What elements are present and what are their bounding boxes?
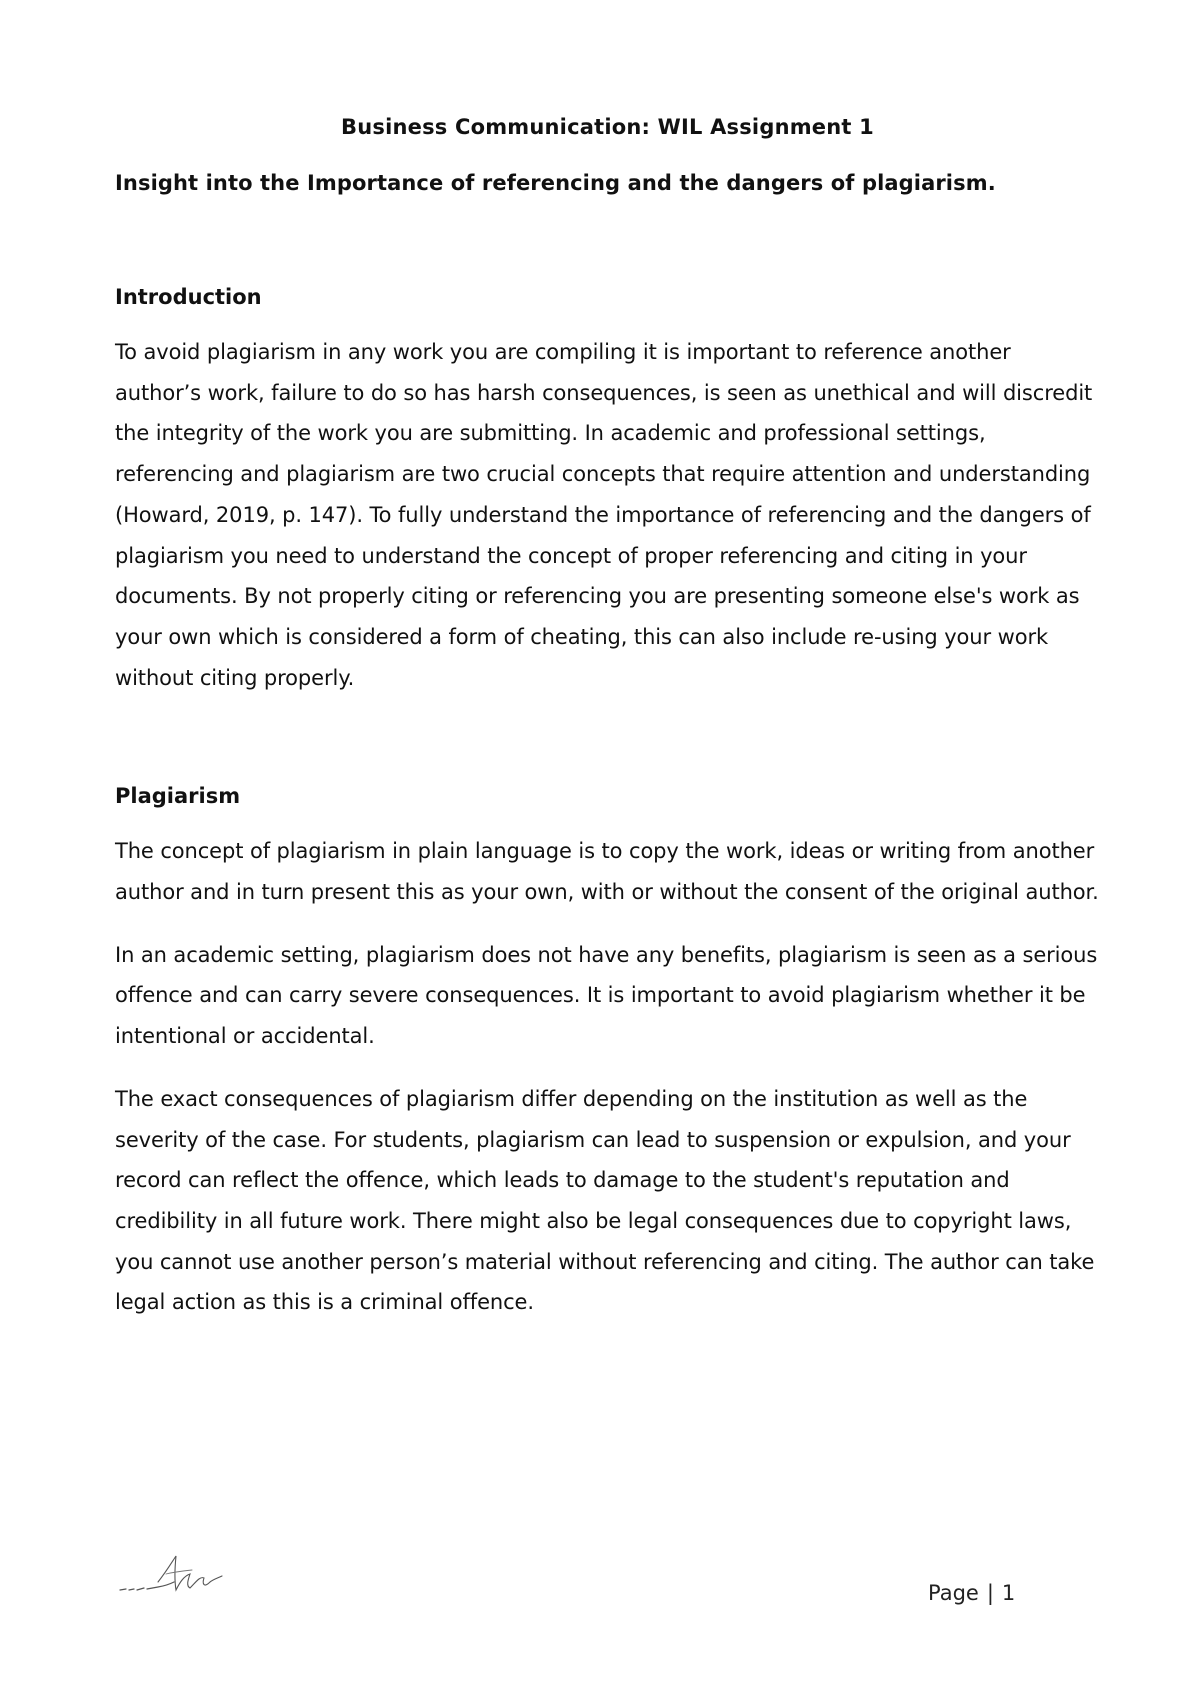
page-label: Page [928, 1581, 979, 1605]
introduction-paragraph: To avoid plagiarism in any work you are compiling it is important to reference another author’s work, failure to do so has harsh consequences, is seen as unethical and will discredit the integrity of the work you are submitting. In academic and professional settings, referencing and plagiarism are two crucial concepts that require attention and understanding (Howard, 2019, p. 147). To fully understand the importance of referencing and the dangers of plagiarism you need to understand the concept of proper referencing and citing in your documents. By not properly citing or referencing you are presenting someone else's work as your own which is considered a form of cheating, this can also include re-using your work without citing properly. [115, 340, 1093, 690]
page-separator: | [986, 1581, 994, 1605]
document-body [115, 112, 1100, 1323]
plagiarism-paragraph-2: In an academic setting, plagiarism does not have any benefits, plagiarism is seen as a serious offence and can carry severe consequences. It is important to avoid plagiarism whether it be intentional or accidental. [115, 942, 1098, 1049]
document-title: Business Communication: WIL Assignment 1 [341, 115, 874, 139]
signature-icon [118, 1552, 233, 1602]
plagiarism-paragraph-1: The concept of plagiarism in plain language is to copy the work, ideas or writing from another author and in turn present this as your own, with or without the consent of the original author. [115, 839, 1099, 905]
plagiarism-paragraph-3: The exact consequences of plagiarism differ depending on the institution as well as the severity of the case. For students, plagiarism can lead to suspension or expulsion, and your record can reflect the offence, which leads to damage to the student's reputation and credibility in all future work. There might also be legal consequences due to copyright laws, you cannot use another person’s material without referencing and citing. The author can take legal action as this is a criminal offence. [115, 1086, 1095, 1315]
page-number: 1 [1001, 1581, 1016, 1605]
document-subtitle: Insight into the Importance of referencing and the dangers of plagiarism. [115, 171, 996, 195]
section-heading-plagiarism: Plagiarism [115, 784, 241, 809]
page-number-footer [928, 1578, 1015, 1608]
section-heading-introduction: Introduction [115, 285, 262, 309]
